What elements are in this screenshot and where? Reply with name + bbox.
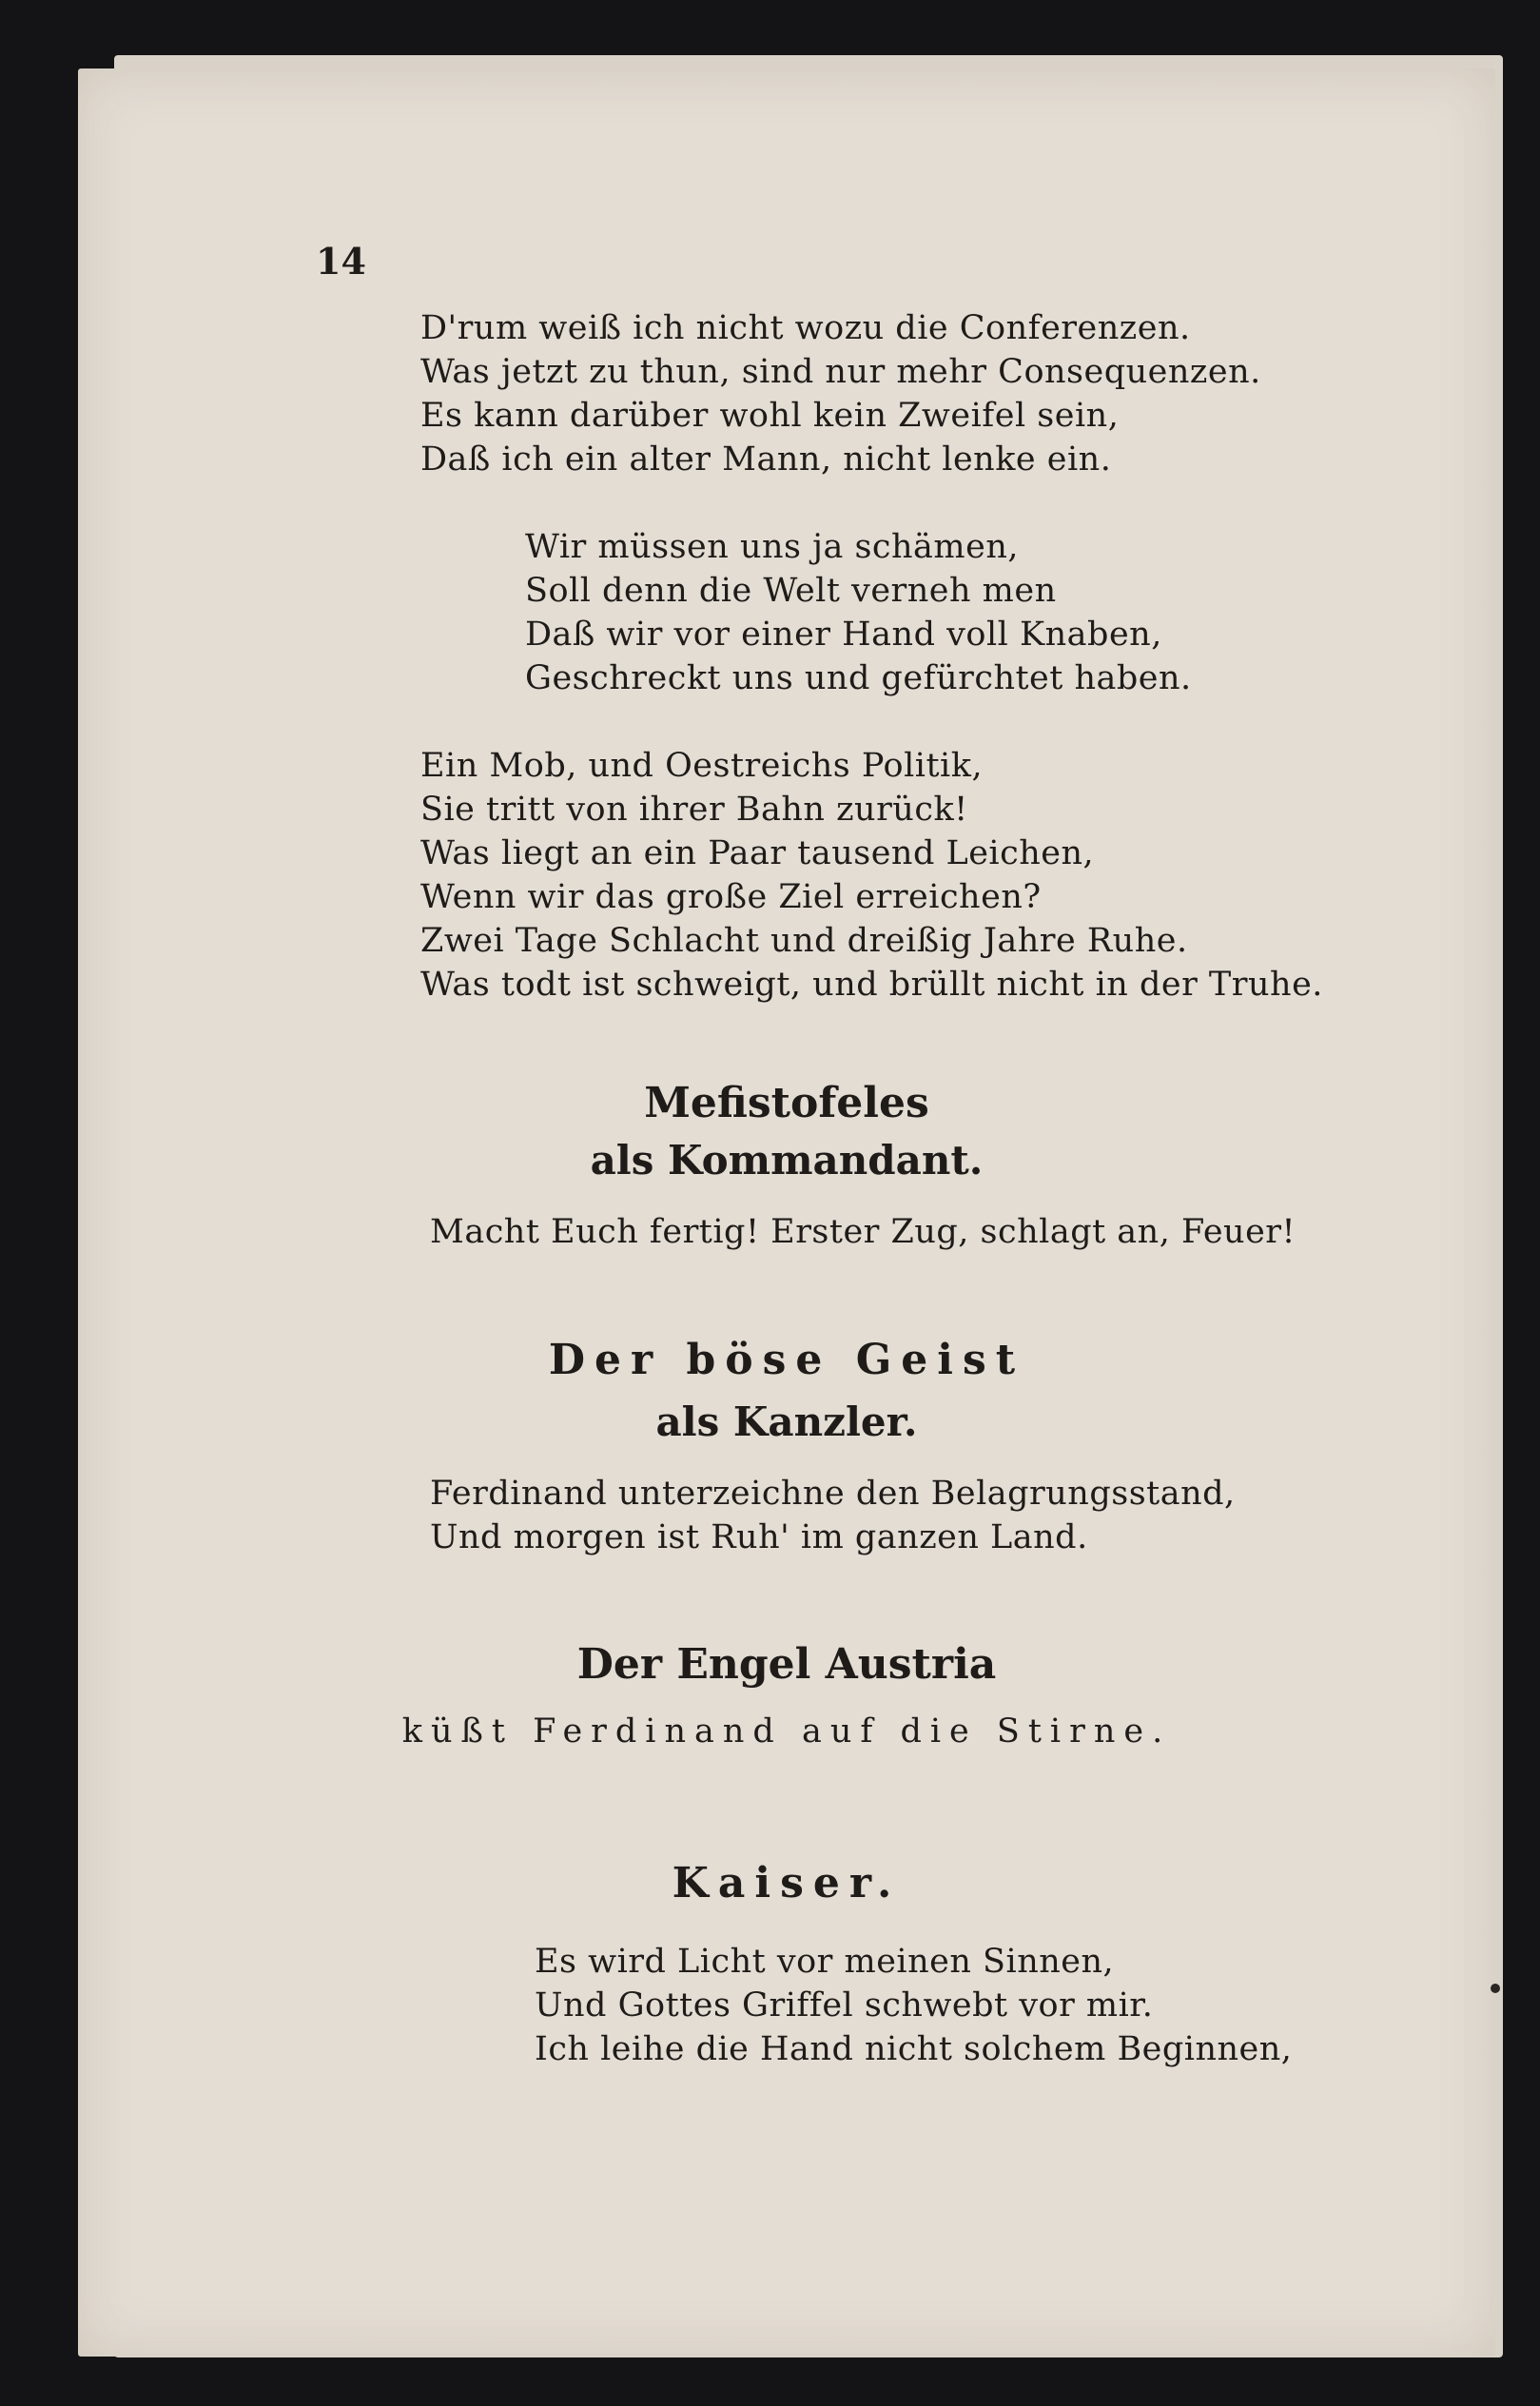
stage-direction: küßt Ferdinand auf die Stirne. bbox=[401, 1712, 1172, 1751]
stanza-2 bbox=[525, 525, 1192, 700]
verse-line: Was todt ist schweigt, und brüllt nicht in der Truhe. bbox=[420, 966, 1323, 1004]
verse-line: Und morgen ist Ruh' im ganzen Land. bbox=[430, 1518, 1088, 1556]
verse-line: Ich leihe die Hand nicht solchem Beginnen, bbox=[535, 2030, 1293, 2068]
page-number: 14 bbox=[316, 240, 366, 283]
verse-line: Geschreckt uns und gefürchtet haben. bbox=[525, 659, 1192, 697]
verse-line: Wir müssen uns ja schämen, bbox=[525, 528, 1019, 566]
speaker-heading-mefistofeles: Mefistofeles bbox=[644, 1079, 929, 1127]
speech-kaiser bbox=[535, 1940, 1292, 2071]
verse-line: Daß ich ein alter Mann, nicht lenke ein. bbox=[420, 440, 1112, 479]
speaker-heading-kaiser: Kaiser. bbox=[672, 1859, 902, 1907]
verse-line: D'rum weiß ich nicht wozu die Conferenzen. bbox=[420, 309, 1191, 347]
speech-boese-geist bbox=[430, 1472, 1236, 1559]
speech-mefistofeles bbox=[430, 1210, 1296, 1254]
speaker-heading-boese-geist: Der böse Geist bbox=[548, 1336, 1025, 1384]
verse-line: Macht Euch fertig! Erster Zug, schlagt an, Feuer! bbox=[430, 1213, 1296, 1251]
verse-line: Was liegt an ein Paar tausend Leichen, bbox=[420, 834, 1095, 872]
stanza-1 bbox=[420, 306, 1261, 481]
speaker-subheading: als Kanzler. bbox=[655, 1399, 918, 1445]
verse-line: Und Gottes Griffel schwebt vor mir. bbox=[535, 1986, 1154, 2025]
speaker-heading-engel-austria: Der Engel Austria bbox=[576, 1640, 997, 1689]
stanza-3 bbox=[420, 744, 1323, 1007]
verse-line: Soll denn die Welt verneh men bbox=[525, 572, 1057, 610]
verse-line: Es wird Licht vor meinen Sinnen, bbox=[535, 1943, 1115, 1981]
verse-line: Es kann darüber wohl kein Zweifel sein, bbox=[420, 397, 1120, 435]
book-page bbox=[78, 68, 1495, 2357]
verse-line: Sie tritt von ihrer Bahn zurück! bbox=[420, 791, 968, 829]
page-edge-mark bbox=[1491, 1984, 1500, 1993]
verse-line: Ferdinand unterzeichne den Belagrungsstand, bbox=[430, 1475, 1236, 1513]
verse-line: Wenn wir das große Ziel erreichen? bbox=[420, 878, 1042, 916]
verse-line: Was jetzt zu thun, sind nur mehr Consequenzen. bbox=[420, 353, 1261, 391]
verse-line: Ein Mob, und Oestreichs Politik, bbox=[420, 747, 984, 785]
verse-line: Zwei Tage Schlacht und dreißig Jahre Ruhe. bbox=[420, 922, 1188, 960]
speaker-subheading: als Kommandant. bbox=[590, 1137, 984, 1183]
verse-line: Daß wir vor einer Hand voll Knaben, bbox=[525, 616, 1162, 654]
